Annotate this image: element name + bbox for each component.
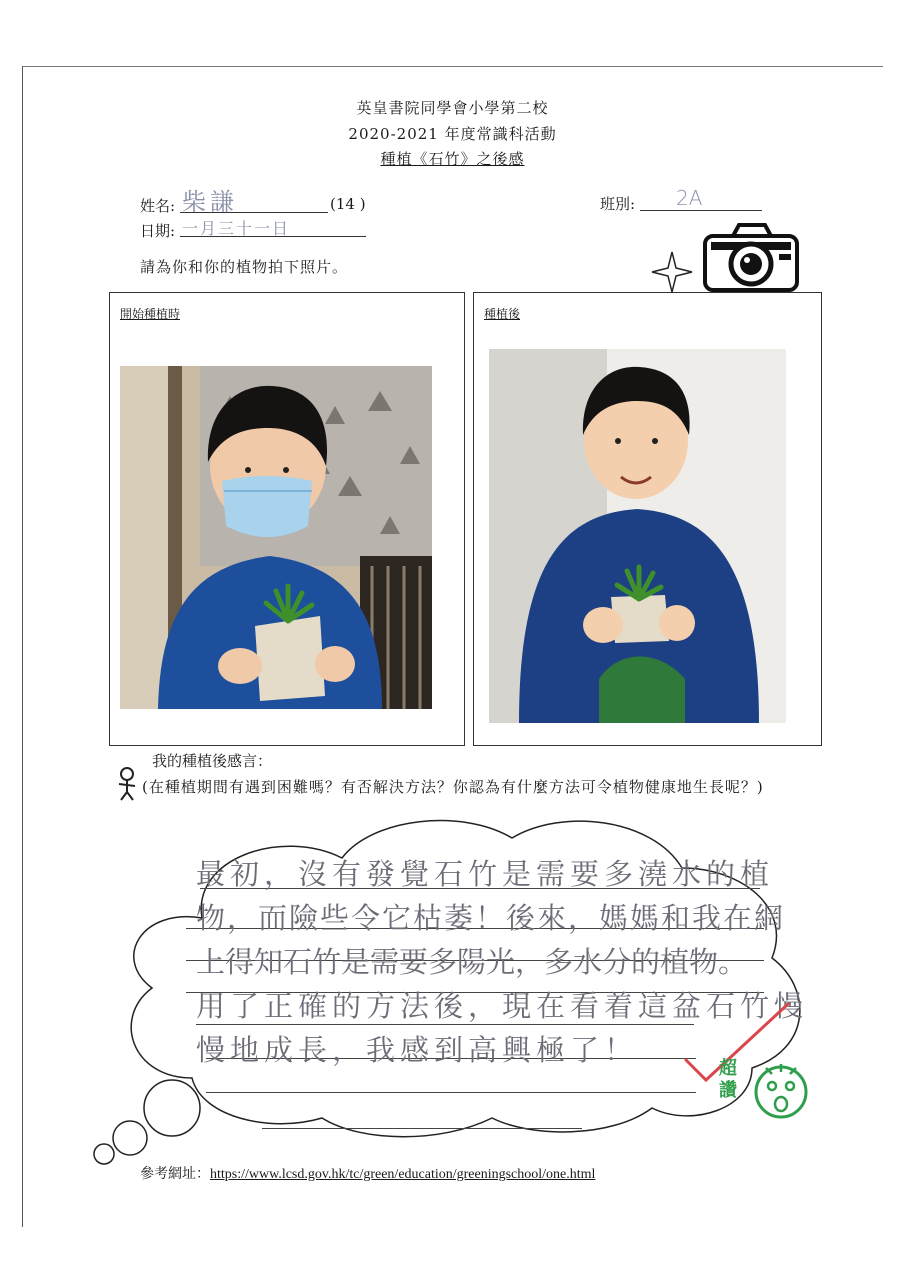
reflection-prompt: (在種植期間有遇到困難嗎？有否解決方法？你認為有什麼方法可令植物健康地生長呢？) bbox=[142, 778, 764, 796]
answer-line: 物，而險些令它枯萎！後來，媽媽和我在網 bbox=[196, 901, 786, 935]
date-field bbox=[180, 216, 366, 237]
reference-label: 參考網址： bbox=[140, 1166, 210, 1182]
reflection-heading: 我的種植後感言： bbox=[152, 752, 273, 770]
sparkle-icon bbox=[650, 250, 694, 294]
answer-line: 用了正確的方法後，現在看着這盆石竹慢 bbox=[196, 989, 809, 1023]
smiley-stamp-icon bbox=[750, 1060, 812, 1120]
answer-line: 最初，沒有發覺石竹是需要多澆水的植 bbox=[196, 857, 775, 891]
name-label: 姓名: bbox=[140, 197, 176, 215]
before-panel-label: 開始種植時 bbox=[120, 307, 181, 321]
after-planting-panel bbox=[473, 292, 822, 746]
name-value: 柴謙 bbox=[182, 188, 238, 216]
reference-link[interactable]: https://www.lcsd.gov.hk/tc/green/education/greeningschool/one.html bbox=[210, 1167, 596, 1182]
student-number: (14 ) bbox=[330, 195, 366, 213]
reference-line bbox=[140, 1163, 595, 1183]
school-name: 英皇書院同學會小學第二校 bbox=[356, 99, 549, 117]
class-value: 2A bbox=[676, 186, 703, 210]
after-planting-photo bbox=[489, 349, 786, 723]
answer-line: 上得知石竹是需要多陽光，多水分的植物。 bbox=[196, 945, 748, 979]
photo-instruction: 請為你和你的植物拍下照片。 bbox=[140, 258, 349, 276]
activity-year: 2020-2021 年度常識科活動 bbox=[348, 125, 557, 143]
camera-icon bbox=[703, 222, 799, 292]
ruled-line bbox=[262, 1128, 582, 1129]
ruled-line bbox=[206, 1092, 696, 1093]
name-field bbox=[180, 188, 328, 216]
after-panel-label: 種植後 bbox=[484, 307, 521, 321]
worksheet-topic: 種植《石竹》之後感 bbox=[380, 150, 525, 168]
thinking-figure-icon bbox=[113, 766, 141, 802]
date-label: 日期: bbox=[140, 222, 176, 240]
answer-line: 慢地成長，我感到高興極了！ bbox=[196, 1033, 639, 1067]
class-label: 班別: bbox=[600, 195, 636, 213]
class-field bbox=[640, 188, 762, 211]
before-planting-panel bbox=[109, 292, 465, 746]
praise-stamp-text: 超讚 bbox=[719, 1058, 737, 1101]
before-planting-photo bbox=[120, 366, 432, 709]
date-value: 一月三十一日 bbox=[182, 219, 291, 238]
